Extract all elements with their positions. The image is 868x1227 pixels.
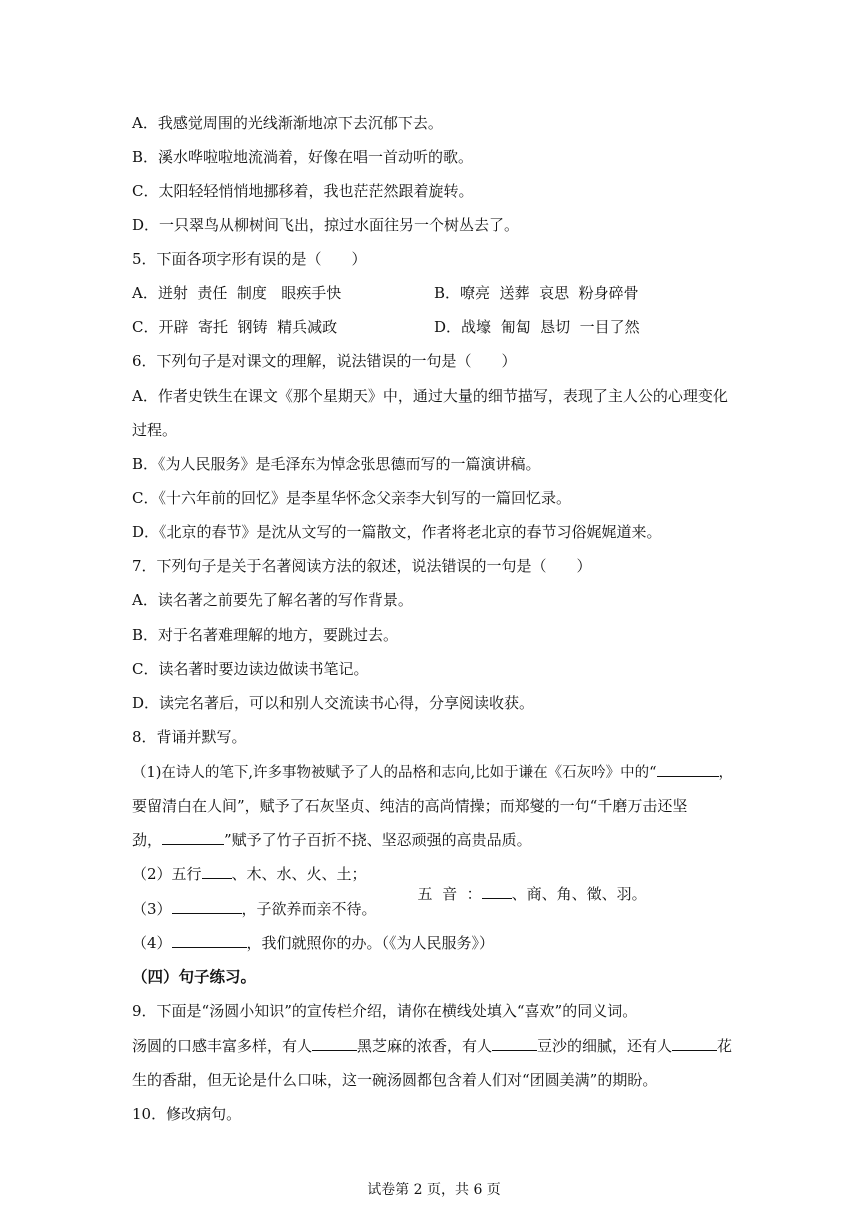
q6-option-a: A．作者史铁生在课文《那个星期天》中，通过大量的细节描写，表现了主人公的心理变化 xyxy=(132,387,728,405)
q8-part1-line1 xyxy=(132,762,733,783)
q6-option-a-cont: 过程。 xyxy=(132,421,178,439)
q9-text-1: 汤圆的口感丰富多样，有人 xyxy=(132,1037,313,1055)
q6-option-c: C．《十六年前的回忆》是李星华怀念父亲李大钊写的一篇回忆录。 xyxy=(132,489,571,507)
q7-option-a: A．读名著之前要先了解名著的写作背景。 xyxy=(132,591,413,609)
q10-stem: 10．修改病句。 xyxy=(132,1105,242,1123)
q7-option-d: D．读完名著后，可以和别人交流读书心得，分享阅读收获。 xyxy=(132,694,535,712)
answer-blank[interactable] xyxy=(672,1036,717,1051)
q8-part2-text-d: 、商、角、徵、羽。 xyxy=(511,885,647,903)
answer-blank[interactable] xyxy=(482,884,512,899)
section-title: （四）句子练习。 xyxy=(132,968,257,986)
q5-stem: 5．下面各项字形有误的是（ ） xyxy=(132,250,367,268)
q9-text-line2: 生的香甜，但无论是什么口味，这一碗汤圆都包含着人们对“团圆美满”的期盼。 xyxy=(132,1071,658,1089)
answer-blank[interactable] xyxy=(172,899,242,914)
q9-stem: 9．下面是“汤圆小知识”的宣传栏介绍，请你在横线处填入“喜欢”的同义词。 xyxy=(132,1002,638,1020)
q7-option-c: C．读名著时要边读边做读书笔记。 xyxy=(132,660,369,678)
q6-stem: 6．下列句子是对课文的理解，说法错误的一句是（ ） xyxy=(132,352,517,370)
q9-text-line1 xyxy=(132,1036,732,1056)
q6-option-b: B．《为人民服务》是毛泽东为悼念张思德而写的一篇演讲稿。 xyxy=(132,455,541,473)
q8-part1-text-a: （1)在诗人的笔下,许多事物被赋予了人的品格和志向,比如于谦在《石灰吟》中的“ xyxy=(132,765,657,781)
q5-option-b: B．嘹亮 送葬 哀思 粉身碎骨 xyxy=(434,284,639,302)
answer-blank[interactable] xyxy=(657,762,719,777)
answer-blank[interactable] xyxy=(492,1036,537,1051)
q9-text-2: 黑芝麻的浓香，有人 xyxy=(357,1037,493,1055)
q8-part2-text-a: （2）五行 xyxy=(132,865,202,883)
q8-part3-line xyxy=(132,899,377,919)
q8-part1-text-e: ”赋予了竹子百折不挠、坚忍顽强的高贵品质。 xyxy=(224,831,532,849)
q8-part2-text-b: 、木、水、火、土； xyxy=(231,865,367,883)
q8-part2-line xyxy=(132,864,367,884)
q5-option-c: C．开辟 寄托 钢铸 精兵减政 xyxy=(132,318,338,336)
q5-option-a: A．迸射 责任 制度 眼疾手快 xyxy=(132,284,342,302)
answer-blank[interactable] xyxy=(312,1036,357,1051)
q7-stem: 7．下列句子是关于名著阅读方法的叙述，说法错误的一句是（ ） xyxy=(132,557,592,575)
q9-text-4: 花 xyxy=(717,1037,733,1055)
q8-part1-line3 xyxy=(132,830,532,850)
answer-blank[interactable] xyxy=(172,933,247,948)
q8-part4-text-b: ，我们就照你的办。（《为人民服务》） xyxy=(246,934,495,952)
q4-option-c: C．太阳轻轻悄悄地挪移着，我也茫茫然跟着旋转。 xyxy=(132,182,474,200)
q4-option-a: A．我感觉周围的光线渐渐地凉下去沉郁下去。 xyxy=(132,114,443,132)
q8-part1-text-b: ， xyxy=(718,765,734,781)
q8-part3-text-b: ，子欲养而亲不待。 xyxy=(241,900,377,918)
q8-part4-line xyxy=(132,933,494,953)
q4-option-b: B．溪水哗啦啦地流淌着，好像在唱一首动听的歌。 xyxy=(132,148,474,166)
q8-part3-text-a: （3） xyxy=(132,900,172,918)
q8-part4-text-a: （4） xyxy=(132,934,172,952)
q9-text-3: 豆沙的细腻，还有人 xyxy=(537,1037,673,1055)
q8-part1-line2: 要留清白在人间”，赋予了石灰坚贞、纯洁的高尚情操；而郑燮的一句“千磨万击还坚 xyxy=(132,797,688,815)
q7-option-b: B．对于名著难理解的地方，要跳过去。 xyxy=(132,626,399,644)
q8-stem: 8．背诵并默写。 xyxy=(132,728,247,746)
page-footer: 试卷第 2 页，共 6 页 xyxy=(367,1182,501,1198)
q5-option-d: D．战壕 匍匐 恳切 一目了然 xyxy=(434,318,640,336)
q8-part2-text-c: 五 音 ： xyxy=(417,885,482,903)
answer-blank[interactable] xyxy=(202,864,232,879)
answer-blank[interactable] xyxy=(162,830,224,845)
q4-option-d: D．一只翠鸟从柳树间飞出，掠过水面往另一个树丛去了。 xyxy=(132,216,520,234)
q8-part1-text-d: 劲， xyxy=(132,831,163,849)
q6-option-d: D．《北京的春节》是沈从文写的一篇散文，作者将老北京的春节习俗娓娓道来。 xyxy=(132,523,662,541)
q8-part2-line-right xyxy=(408,864,647,904)
